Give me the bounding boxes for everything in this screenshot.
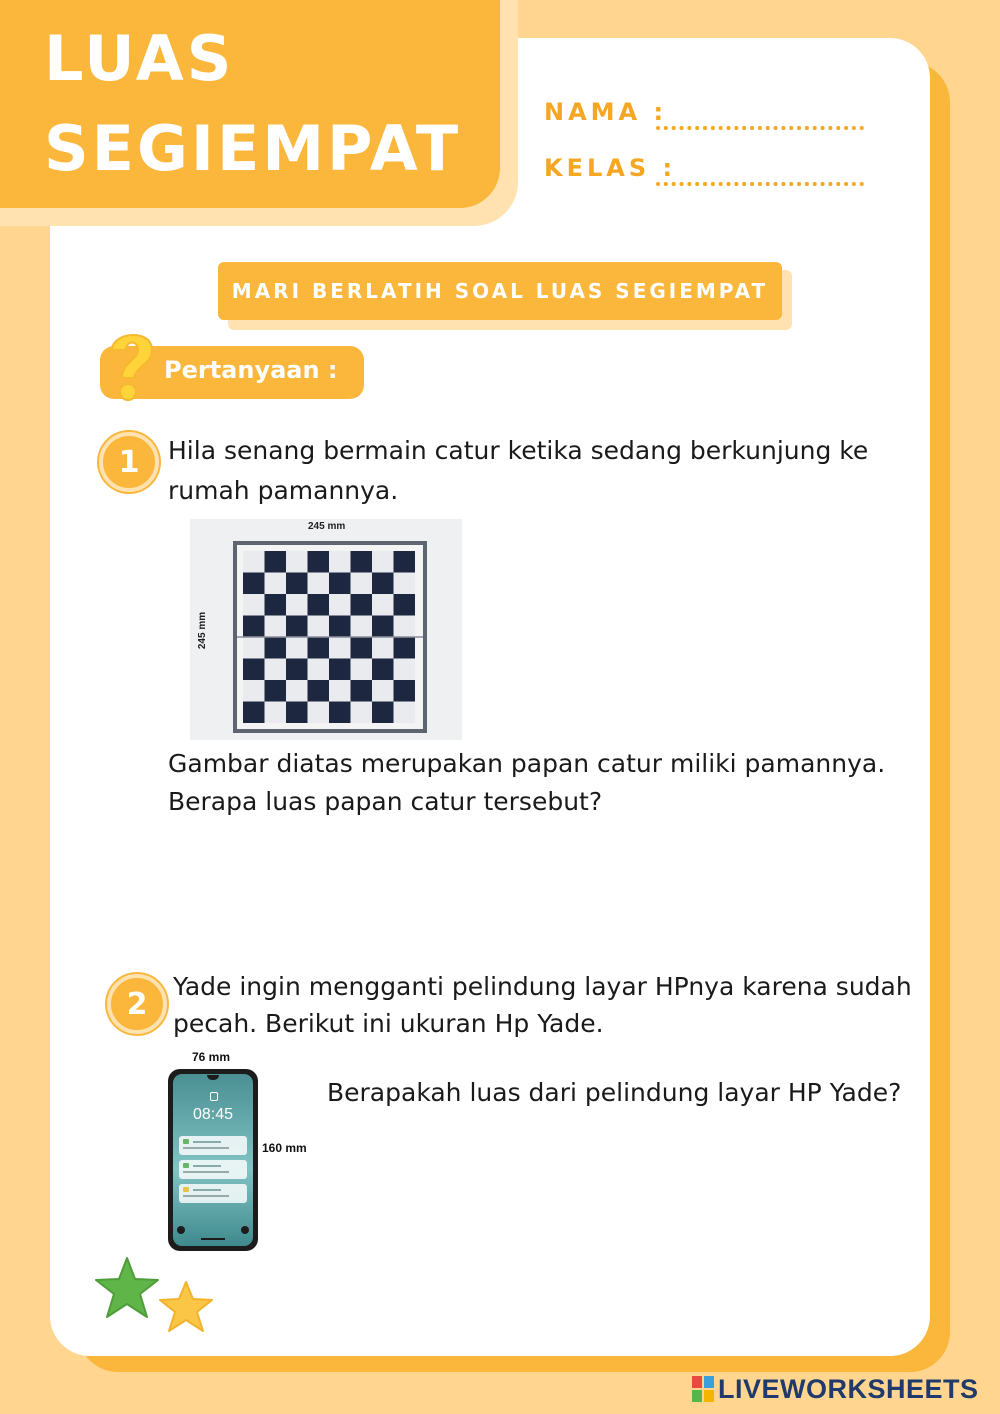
- chessboard-square: [308, 680, 330, 702]
- chessboard-width-label: 245 mm: [308, 521, 346, 532]
- chessboard-square: [394, 637, 416, 659]
- question-1-ask-line-1: Gambar diatas merupakan papan catur miliki pamannya.: [168, 749, 886, 778]
- chessboard-square: [308, 702, 330, 724]
- chessboard-square: [286, 702, 308, 724]
- section-banner: MARI BERLATIH SOAL LUAS SEGIEMPAT: [218, 262, 782, 320]
- notification: [179, 1184, 247, 1203]
- phone-height-label: 160 mm: [262, 1141, 307, 1155]
- nama-field[interactable]: [656, 126, 864, 130]
- chessboard-square: [329, 551, 351, 573]
- chessboard-square: [265, 702, 287, 724]
- chessboard-square: [243, 702, 265, 724]
- chessboard-square: [265, 680, 287, 702]
- question-1-ask-line-2: Berapa luas papan catur tersebut?: [168, 787, 603, 816]
- chessboard-square: [351, 637, 373, 659]
- chessboard-square: [308, 659, 330, 681]
- chessboard-square: [372, 680, 394, 702]
- chessboard-square: [286, 680, 308, 702]
- chessboard-square: [265, 573, 287, 595]
- phone-width-label: 76 mm: [192, 1050, 231, 1064]
- question-1-number: 1: [99, 432, 159, 492]
- chessboard-square: [329, 680, 351, 702]
- chessboard-square: [351, 573, 373, 595]
- liveworksheets-logo: [692, 1372, 979, 1406]
- chessboard-height-label: 245 mm: [197, 611, 209, 650]
- chessboard-square: [372, 659, 394, 681]
- chessboard-square: [243, 637, 265, 659]
- nama-label: NAMA :: [544, 98, 668, 126]
- lock-icon: [210, 1092, 218, 1101]
- chessboard-square: [265, 551, 287, 573]
- question-1-intro-line-2: rumah pamannya.: [168, 476, 399, 505]
- phone-clock: 08:45: [192, 1106, 234, 1123]
- chessboard-square: [394, 594, 416, 616]
- chessboard-square: [243, 551, 265, 573]
- chessboard-square: [372, 637, 394, 659]
- chessboard-square: [372, 551, 394, 573]
- chessboard-square: [351, 551, 373, 573]
- chessboard-square: [243, 616, 265, 638]
- chessboard-square: [351, 594, 373, 616]
- chessboard-square: [372, 616, 394, 638]
- chessboard-square: [394, 702, 416, 724]
- chessboard-square: [329, 702, 351, 724]
- chessboard-square: [308, 551, 330, 573]
- question-mark-icon: [104, 326, 160, 406]
- green-star-icon: [94, 1256, 160, 1322]
- chessboard-square: [372, 702, 394, 724]
- chessboard-square: [265, 637, 287, 659]
- home-bar: [201, 1238, 225, 1240]
- chessboard-square: [351, 659, 373, 681]
- chessboard-square: [243, 680, 265, 702]
- title-box: [0, 0, 500, 208]
- chessboard-square: [286, 594, 308, 616]
- question-2-number: 2: [107, 974, 167, 1034]
- chessboard-square: [372, 594, 394, 616]
- logo-mark-icon: [692, 1376, 714, 1402]
- notification: [179, 1136, 247, 1155]
- chessboard-square: [329, 594, 351, 616]
- question-2-intro-line-1: Yade ingin mengganti pelindung layar HPnya karena sudah: [173, 972, 912, 1001]
- chessboard-square: [286, 659, 308, 681]
- chessboard-square: [286, 637, 308, 659]
- chessboard-square: [329, 573, 351, 595]
- yellow-star-icon: [158, 1280, 214, 1334]
- chessboard-square: [394, 680, 416, 702]
- chessboard-square: [394, 659, 416, 681]
- chessboard-square: [351, 702, 373, 724]
- chessboard-square: [394, 551, 416, 573]
- chessboard-square: [286, 551, 308, 573]
- chessboard-icon: [233, 541, 427, 733]
- chessboard-square: [308, 616, 330, 638]
- chessboard-image: [190, 519, 462, 740]
- chessboard-square: [243, 594, 265, 616]
- chessboard-square: [243, 573, 265, 595]
- chessboard-square: [308, 573, 330, 595]
- kelas-field[interactable]: [656, 182, 864, 186]
- chessboard-square: [265, 616, 287, 638]
- chessboard-square: [394, 616, 416, 638]
- chessboard-square: [243, 659, 265, 681]
- chessboard-square: [329, 659, 351, 681]
- chessboard-square: [329, 616, 351, 638]
- chessboard-square: [394, 573, 416, 595]
- chessboard-square: [308, 594, 330, 616]
- chessboard-square: [265, 594, 287, 616]
- chessboard-square: [286, 616, 308, 638]
- title-line-1: LUAS: [44, 22, 235, 95]
- question-2-intro-line-2: pecah. Berikut ini ukuran Hp Yade.: [173, 1009, 604, 1038]
- phone-notch: [207, 1075, 219, 1080]
- title-line-2: SEGIEMPAT: [44, 112, 462, 185]
- notification: [179, 1160, 247, 1179]
- chessboard-square: [265, 659, 287, 681]
- chessboard-square: [372, 573, 394, 595]
- question-2-ask: Berapakah luas dari pelindung layar HP Yade?: [327, 1078, 902, 1107]
- chessboard-square: [308, 637, 330, 659]
- chessboard-square: [329, 637, 351, 659]
- camera-icon: [241, 1226, 249, 1234]
- kelas-label: KELAS :: [544, 154, 677, 182]
- question-1-intro-line-1: Hila senang bermain catur ketika sedang berkunjung ke: [168, 436, 869, 465]
- question-pill-label: Pertanyaan :: [164, 356, 338, 384]
- phone-screen: [173, 1074, 253, 1246]
- phone-image: [168, 1069, 258, 1251]
- chessboard-square: [351, 680, 373, 702]
- chessboard-square: [351, 616, 373, 638]
- logo-text: LIVEWORKSHEETS: [718, 1373, 979, 1404]
- flashlight-icon: [177, 1226, 185, 1234]
- chessboard-square: [286, 573, 308, 595]
